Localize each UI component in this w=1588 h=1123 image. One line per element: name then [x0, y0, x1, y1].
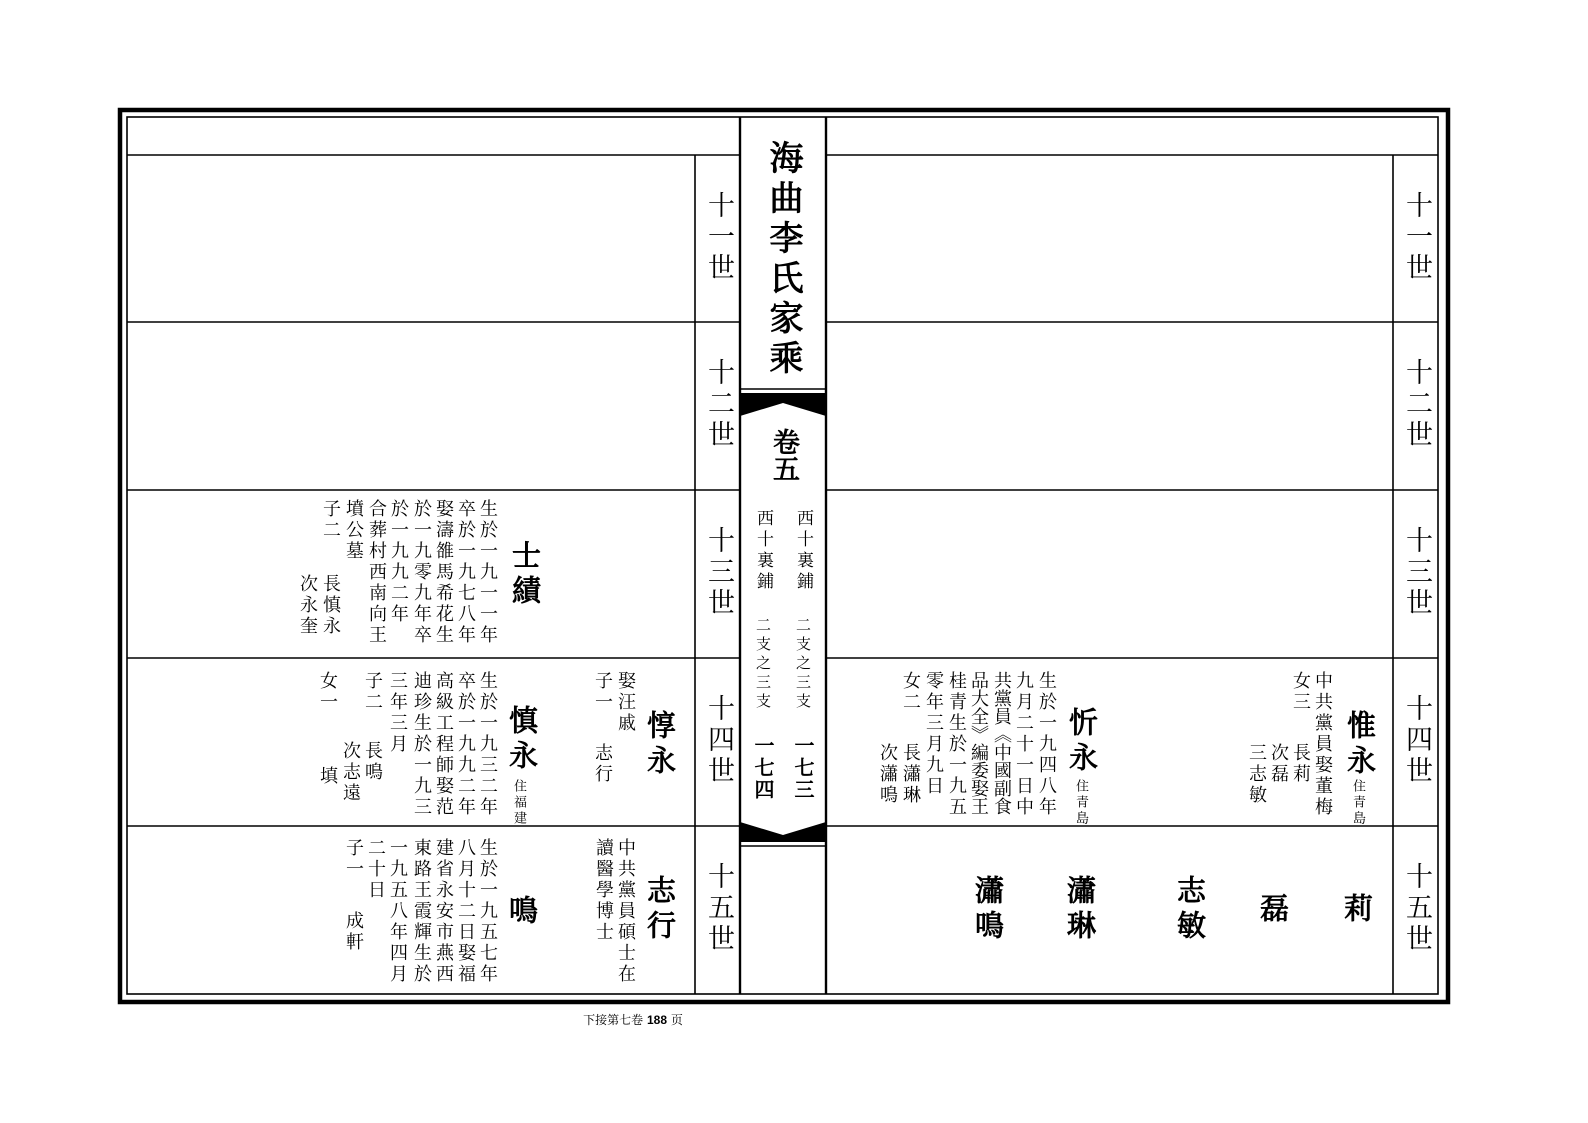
generation-label: 十二世 [703, 358, 734, 451]
bio-line: 東路王霞輝生於 [411, 838, 432, 985]
generation-label: 十一世 [1401, 191, 1432, 284]
generation-label: 十三世 [1401, 526, 1432, 619]
daughter-entry [316, 766, 338, 787]
bio-line: 生於一九三二年 [477, 671, 498, 818]
daughter-entry [1289, 743, 1311, 785]
person-name: 磊 [1256, 893, 1290, 928]
daughter-entry [899, 743, 921, 806]
bio-line: 娶濤雒馬希花生 [433, 499, 454, 646]
lower-fishtail-ornament [740, 822, 826, 842]
son-entry [339, 741, 361, 804]
residence-note: 住福建 [511, 779, 526, 827]
birth-order: 長 [362, 741, 383, 762]
bio-line: 迪珍生於一九三 [411, 671, 432, 818]
son-entry [591, 743, 613, 785]
birth-order: 次 [1268, 743, 1289, 764]
person-name: 士績 [508, 540, 542, 610]
continuation-prefix: 下接第七卷 [583, 1013, 644, 1027]
bio-line: 建省永安市燕西 [433, 838, 454, 985]
child-name: 磊 [1268, 764, 1289, 785]
page-number-right: 一七三 [791, 735, 815, 801]
birth-order: 三 [1246, 743, 1267, 764]
person-name: 瀟鳴 [971, 875, 1005, 945]
bio-line: 於一九零九年卒 [411, 499, 432, 646]
page-number-left: 一七四 [751, 735, 775, 801]
daughters-label: 女三 [1290, 671, 1311, 713]
person-name: 忻永 [1065, 707, 1099, 777]
child-name: 鳴 [362, 762, 383, 783]
bio-line: 八月十二日娶福 [455, 838, 476, 985]
son-entry [342, 911, 364, 953]
bio-line: 九月二十一日中 [1013, 671, 1034, 818]
bio-line: 墳公墓 [343, 499, 364, 562]
person-name: 志敏 [1173, 875, 1207, 945]
daughters-label: 女一 [317, 671, 338, 713]
upper-fishtail-ornament [740, 393, 826, 416]
child-name: 瀟琳 [900, 764, 921, 806]
child-name: 莉 [1290, 764, 1311, 785]
birth-order: 次 [877, 743, 898, 764]
continuation-suffix: 页 [670, 1013, 683, 1027]
child-name: 瀟鳴 [877, 764, 898, 806]
child-name: 永奎 [297, 595, 318, 637]
son-entry [361, 741, 383, 783]
person-name: 志行 [643, 875, 677, 945]
continuation-page: 188 [646, 1013, 668, 1027]
spine-branch-right: 二支之三支 [794, 617, 812, 712]
bio-line: 於一九九二年 [388, 499, 409, 625]
sons-label: 子二 [362, 671, 383, 713]
child-name: 志敏 [1246, 764, 1267, 806]
bio-line: 桂青生於一九五 [946, 671, 967, 818]
generation-label: 十二世 [1401, 358, 1432, 451]
daughter-entry [876, 743, 898, 806]
generation-label: 十一世 [703, 191, 734, 284]
generation-label: 十四世 [1401, 694, 1432, 787]
birth-order: 長 [900, 743, 921, 764]
daughter-entry [1267, 743, 1289, 785]
bio-line: 生於一九五七年 [477, 838, 498, 985]
daughter-entry [1245, 743, 1267, 806]
bio-line: 品大全》編委娶王 [968, 671, 989, 815]
bio-line: 生於一九一一年 [477, 499, 498, 646]
person-name: 慎永 [505, 705, 539, 775]
volume-label: 卷五 [768, 428, 799, 482]
bio-line: 中共黨員碩士在 [615, 838, 636, 985]
sons-label: 子一 [343, 838, 364, 880]
generation-label: 十三世 [703, 526, 734, 619]
generation-label: 十五世 [1401, 862, 1432, 955]
birth-order: 長 [320, 574, 341, 595]
spine-branch-left: 二支之三支 [754, 617, 772, 712]
child-name: 慎永 [320, 595, 341, 637]
bio-line: 讀醫學博士 [593, 838, 614, 943]
spine-place-left: 西十裏鋪 [753, 509, 773, 593]
person-name: 瀟琳 [1063, 875, 1097, 945]
generation-label: 十四世 [703, 694, 734, 787]
residence-note: 住青島 [1350, 779, 1365, 827]
bio-line: 卒於一九九二年 [455, 671, 476, 818]
bio-line: 合葬村西南向王 [366, 499, 387, 646]
bio-line: 共黨員《中國副食 [991, 671, 1012, 815]
bio-line: 卒於一九七八年 [455, 499, 476, 646]
residence-note: 住青島 [1073, 779, 1088, 827]
continuation-note [533, 1012, 733, 1028]
person-name: 惇永 [643, 710, 677, 780]
daughters-label: 女二 [900, 671, 921, 713]
person-name: 鳴 [505, 895, 539, 930]
child-name: 志遠 [340, 762, 361, 804]
bio-line: 娶汪戚 [615, 671, 636, 734]
generation-label: 十五世 [703, 862, 734, 955]
bio-line: 三年三月 [387, 671, 408, 755]
birth-order: 次 [340, 741, 361, 762]
person-name: 莉 [1340, 893, 1374, 928]
sons-label: 子二 [320, 499, 341, 541]
bio-line: 中共黨員娶董梅 [1312, 671, 1333, 818]
sons-label: 子一 [592, 671, 613, 713]
child-name: 志行 [592, 743, 613, 785]
bio-line: 零年三月九日 [923, 671, 944, 797]
bio-line: 一九五八年四月 [387, 838, 408, 985]
birth-order: 長 [1290, 743, 1311, 764]
son-entry [319, 574, 341, 637]
child-name: 填 [317, 766, 338, 787]
son-entry [296, 574, 318, 637]
person-name: 惟永 [1343, 710, 1377, 780]
bio-line: 高級工程師娶范 [433, 671, 454, 818]
bio-line: 二十日 [365, 838, 386, 901]
book-title: 海曲李氏家乘 [763, 140, 803, 380]
child-name: 成軒 [343, 911, 364, 953]
birth-order: 次 [297, 574, 318, 595]
spine-place-right: 西十裏鋪 [793, 509, 813, 593]
bio-line: 生於一九四八年 [1036, 671, 1057, 818]
